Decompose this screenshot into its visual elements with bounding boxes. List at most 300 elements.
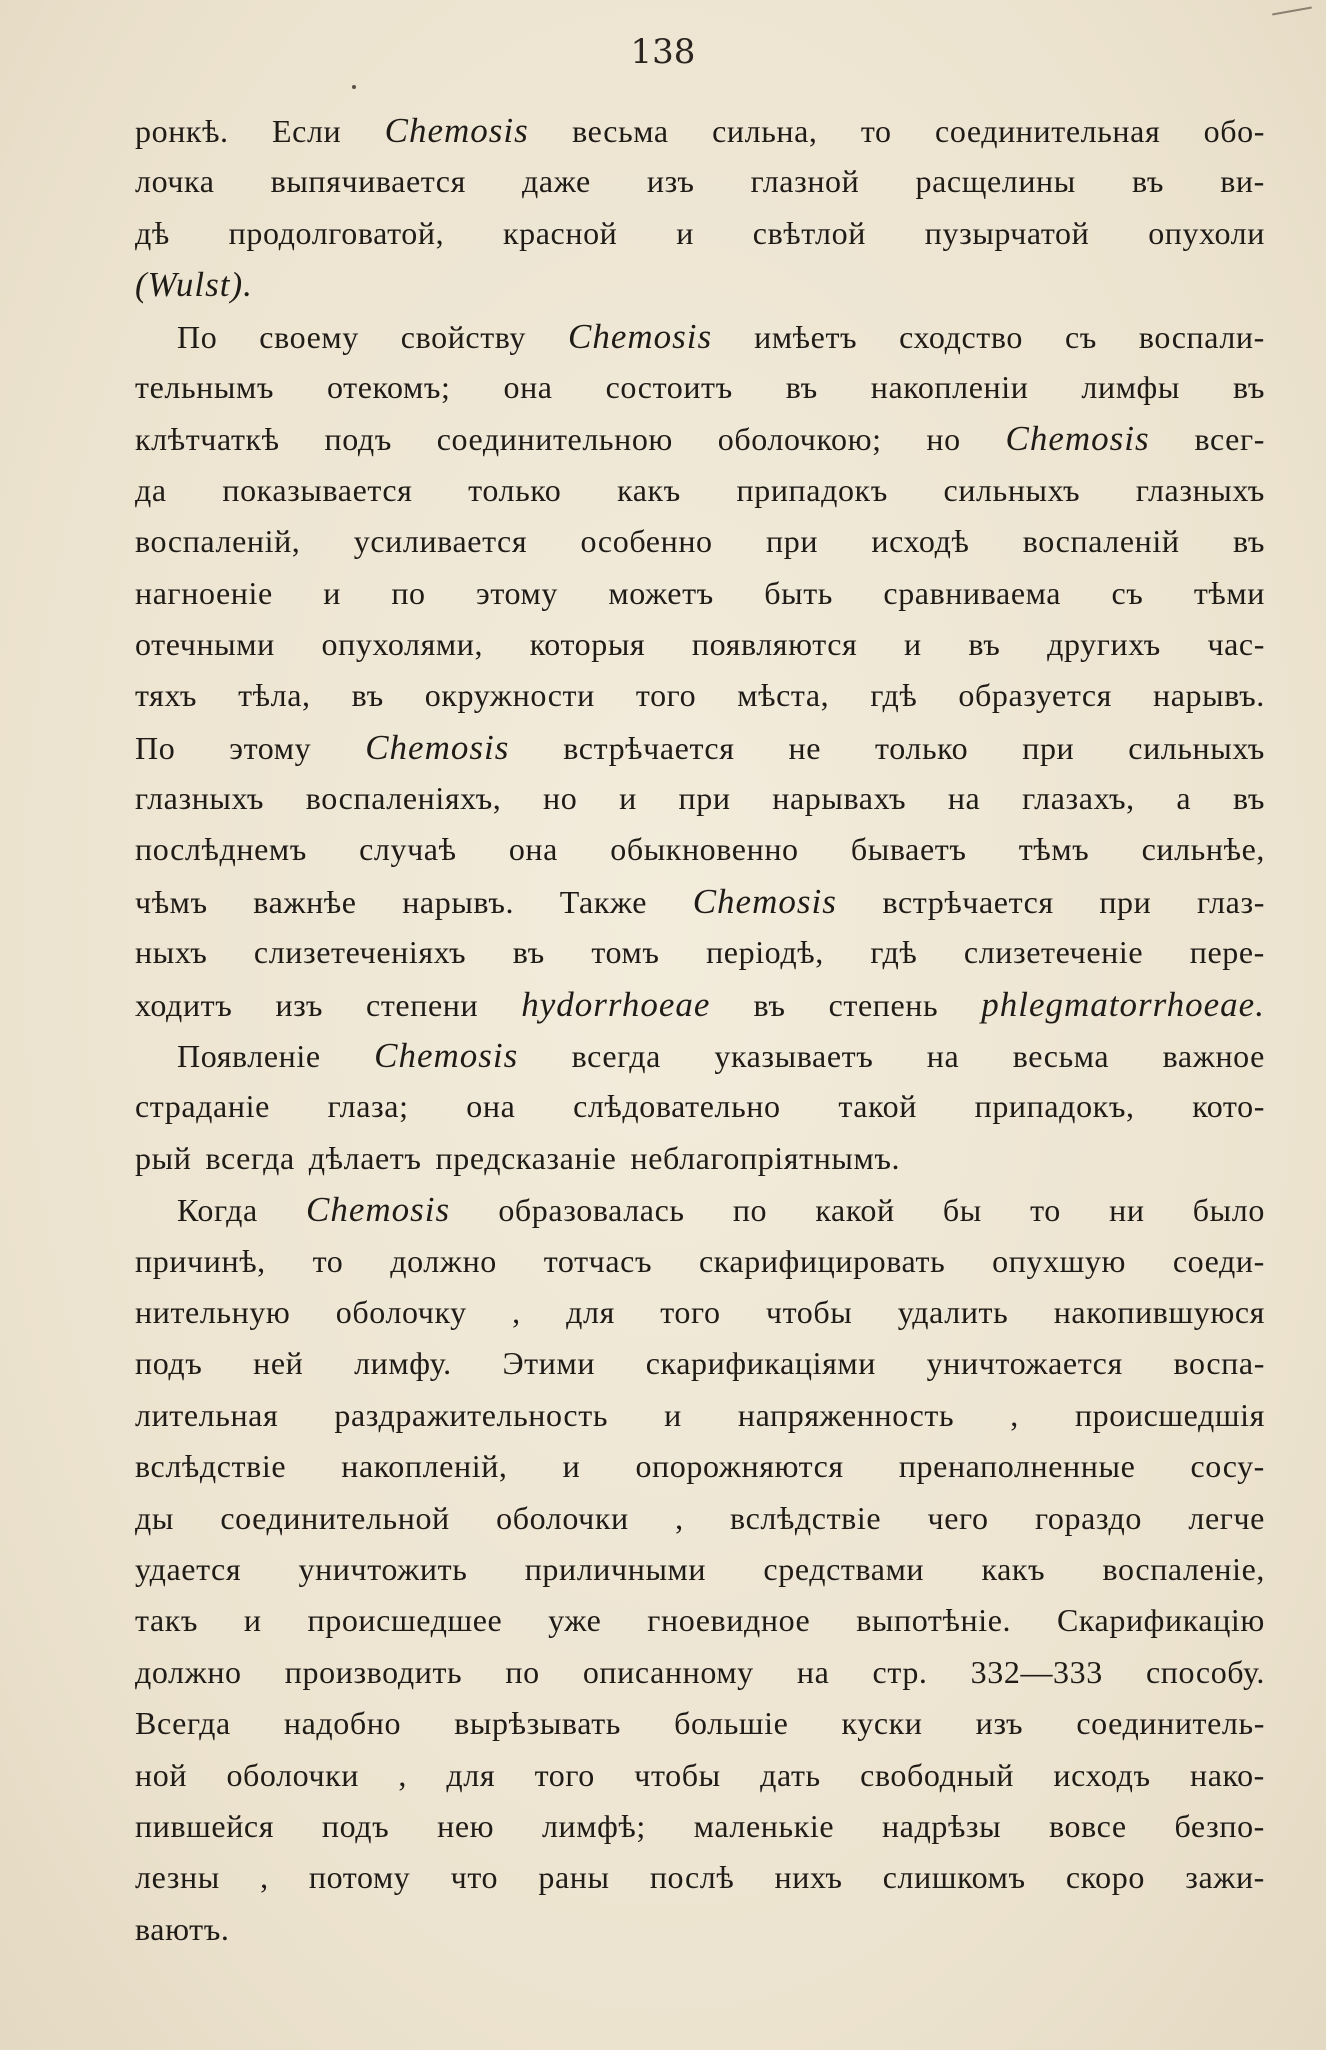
text-line — [135, 1698, 1265, 1749]
word: ни — [1109, 1192, 1145, 1229]
word: при — [678, 780, 731, 817]
word: ной — [135, 1756, 188, 1793]
word: опорожняются — [635, 1448, 844, 1485]
word: глаза; — [327, 1088, 409, 1125]
word: мѣста, — [737, 677, 830, 714]
word: способу. — [1145, 1653, 1265, 1690]
word: лочка — [135, 163, 215, 200]
word: обо- — [1203, 113, 1265, 149]
word: на — [926, 1038, 960, 1075]
word: маленькіе — [693, 1807, 835, 1844]
word: степени — [366, 986, 479, 1023]
word: особенно — [580, 523, 713, 560]
word: весьма — [1012, 1038, 1110, 1075]
text-line — [135, 208, 1265, 259]
text-line — [135, 619, 1265, 670]
text-line — [135, 927, 1265, 978]
word: всегда — [205, 1139, 295, 1176]
word: ваютъ. — [135, 1910, 230, 1947]
word: Chemosis — [305, 1190, 451, 1230]
word: надобно — [283, 1705, 402, 1742]
word: соединитель- — [1076, 1705, 1265, 1742]
word: продолговатой, — [228, 214, 445, 251]
text-line — [135, 1133, 1265, 1184]
word: съ — [1064, 318, 1097, 355]
word: въ — [1132, 163, 1165, 200]
word: оболочку — [335, 1293, 467, 1330]
word: лимфу. — [354, 1345, 452, 1382]
word: образуется — [958, 677, 1112, 714]
word: вовсе — [1049, 1807, 1127, 1844]
word: ронкѣ. — [135, 113, 229, 149]
word: тѣми — [1193, 574, 1265, 611]
ink-dot — [352, 85, 356, 89]
word: воспаленіяхъ, — [305, 780, 502, 817]
word: и — [676, 214, 694, 251]
word: выпячивается — [270, 163, 466, 200]
word: при — [1099, 883, 1152, 920]
word: , — [512, 1293, 521, 1330]
word: лимфѣ; — [541, 1807, 646, 1844]
word: напряженность — [737, 1396, 955, 1433]
word: Chemosis — [365, 727, 510, 767]
word: уже — [548, 1602, 602, 1639]
page-number: 138 — [630, 32, 696, 72]
word: , — [675, 1499, 684, 1536]
word: и — [243, 1602, 262, 1639]
word: томъ — [591, 934, 660, 971]
word: тѣмъ — [1018, 831, 1090, 868]
word: слизетеченіяхъ — [253, 934, 467, 971]
word: сосу- — [1190, 1448, 1265, 1485]
word: глазахъ, — [1022, 780, 1135, 817]
word: періодѣ, — [706, 934, 824, 971]
word: ныхъ — [135, 934, 208, 971]
text-line — [135, 1287, 1265, 1338]
text-line — [135, 824, 1265, 875]
text-line — [135, 670, 1265, 721]
word: только — [468, 471, 562, 508]
word: свѣтлой — [752, 214, 866, 251]
word: соединительной — [220, 1499, 450, 1536]
word: нительную — [135, 1293, 291, 1330]
word: важное — [1162, 1038, 1265, 1075]
word: нею — [437, 1807, 495, 1844]
word: для — [566, 1293, 615, 1330]
word: воспа- — [1173, 1345, 1265, 1382]
word: неблагопріятнымъ. — [630, 1139, 901, 1176]
word: въ — [1232, 523, 1265, 560]
word: воспали- — [1138, 318, 1265, 355]
word: происшедшія — [1074, 1396, 1265, 1433]
word: но — [926, 421, 961, 458]
word: куски — [841, 1705, 923, 1742]
word: , — [1010, 1396, 1019, 1433]
word: уничтожается — [926, 1345, 1123, 1382]
word: тельнымъ — [135, 368, 274, 405]
word: такой — [838, 1088, 917, 1125]
word: но — [543, 780, 578, 817]
word: чѣмъ — [135, 883, 208, 920]
text-line — [135, 1338, 1265, 1389]
word: на — [796, 1653, 830, 1690]
word: отекомъ; — [326, 368, 451, 405]
word: пренаполненные — [898, 1448, 1136, 1485]
word: исходъ — [1053, 1756, 1151, 1793]
word: ды — [135, 1499, 174, 1536]
word: какъ — [617, 471, 681, 508]
word: гноевидное — [647, 1602, 811, 1639]
word: тѣла, — [238, 677, 311, 714]
word: стр. — [872, 1653, 928, 1690]
word: уничтожить — [298, 1550, 468, 1587]
word: въ — [351, 677, 384, 714]
word: описанному — [582, 1653, 754, 1690]
word: нарывахъ — [772, 780, 907, 817]
word: пере- — [1189, 934, 1265, 971]
word: бы — [942, 1192, 982, 1229]
word: воспаленіе, — [1102, 1550, 1265, 1587]
word: не — [788, 729, 822, 766]
word: По — [177, 318, 218, 355]
text-line — [135, 1493, 1265, 1544]
word: въ — [1232, 368, 1265, 405]
word: воспаленій — [1022, 523, 1180, 560]
word: надрѣзы — [881, 1807, 1002, 1844]
word: по — [391, 574, 426, 611]
word: чтобы — [634, 1756, 721, 1793]
word: раны — [538, 1859, 610, 1896]
word: Когда — [177, 1192, 258, 1229]
word: что — [450, 1859, 499, 1896]
word: въ — [753, 986, 786, 1023]
word: того — [635, 677, 697, 714]
word: исходѣ — [871, 523, 970, 560]
word: красной — [503, 214, 618, 251]
word: вслѣдствіе — [135, 1448, 287, 1485]
word: тотчасъ — [543, 1242, 653, 1279]
word: случаѣ — [359, 831, 457, 868]
text-line — [135, 722, 1265, 773]
word: своему — [259, 318, 359, 355]
word: Этими — [502, 1345, 596, 1382]
text-line — [135, 876, 1265, 927]
word: сильна, — [712, 113, 818, 149]
word: и — [323, 574, 341, 611]
word: гдѣ — [870, 934, 918, 971]
word: встрѣчается — [882, 883, 1054, 920]
word: Появленіе — [177, 1038, 321, 1075]
text-line — [135, 1441, 1265, 1492]
word: слизетеченіе — [963, 934, 1144, 971]
word: phlegmatorrhoeae. — [981, 984, 1265, 1024]
word: того — [534, 1756, 595, 1793]
word: подъ — [135, 1345, 203, 1382]
word: свободный — [860, 1756, 1015, 1793]
word: ви- — [1220, 163, 1265, 200]
word: для — [446, 1756, 496, 1793]
text-line — [135, 156, 1265, 207]
word: дѣ — [135, 214, 170, 251]
word: быть — [764, 574, 833, 611]
word: подъ — [321, 1807, 390, 1844]
text-line — [135, 1595, 1265, 1646]
word: большіе — [674, 1705, 789, 1742]
word: скарификаціями — [645, 1345, 876, 1382]
word: легче — [1188, 1499, 1265, 1536]
word: зажи- — [1185, 1859, 1265, 1896]
text-line — [135, 465, 1265, 516]
word: пузырчатой — [924, 214, 1090, 251]
word: усиливается — [353, 523, 528, 560]
word: воспаленій, — [135, 523, 301, 560]
word: безпо- — [1174, 1807, 1265, 1844]
word: опухолями, — [321, 625, 484, 662]
word: какой — [815, 1192, 895, 1229]
word: должно — [390, 1242, 497, 1279]
body-text — [135, 105, 1265, 1955]
word: нагноеніе — [135, 574, 273, 611]
word: приличными — [524, 1550, 707, 1587]
word: вырѣзывать — [454, 1705, 621, 1742]
word: накопленій, — [341, 1448, 508, 1485]
word: Chemosis — [692, 881, 837, 921]
word: Всегда — [135, 1705, 231, 1742]
word: какъ — [981, 1550, 1046, 1587]
word: час- — [1207, 625, 1265, 662]
word: пившейся — [135, 1807, 275, 1844]
text-line — [135, 979, 1265, 1030]
word: можетъ — [608, 574, 714, 611]
word: другихъ — [1047, 625, 1161, 662]
word: ней — [253, 1345, 304, 1382]
word: въ — [512, 934, 545, 971]
text-line — [135, 516, 1265, 567]
word: въ — [785, 368, 818, 405]
word: обыкновенно — [610, 831, 799, 868]
word: Chemosis — [1005, 419, 1150, 459]
word: по — [505, 1653, 540, 1690]
word: слишкомъ — [882, 1859, 1026, 1896]
word: того — [660, 1293, 721, 1330]
word: опухшую — [992, 1242, 1127, 1279]
word: сильнѣе, — [1141, 831, 1265, 868]
corner-mark — [1272, 7, 1312, 16]
word: образовалась — [498, 1192, 685, 1229]
word: опухоли — [1148, 214, 1265, 251]
word: сравниваема — [883, 574, 1062, 611]
word: соединительною — [436, 421, 673, 458]
word: кото- — [1192, 1088, 1265, 1125]
word: имѣетъ — [754, 318, 858, 355]
word: сильныхъ — [1128, 729, 1265, 766]
text-line — [135, 568, 1265, 619]
word: дѣлаетъ — [308, 1139, 422, 1176]
word: весьма — [572, 113, 669, 149]
word: производить — [284, 1653, 463, 1690]
word: окружности — [424, 677, 595, 714]
word: при — [766, 523, 819, 560]
word: причинѣ, — [135, 1242, 266, 1279]
word: накопленіи — [870, 368, 1029, 405]
word: этому — [476, 574, 558, 611]
word: было — [1192, 1192, 1265, 1229]
word: клѣтчаткѣ — [135, 421, 280, 458]
word: происшедшее — [307, 1602, 503, 1639]
word: глазныхъ — [1135, 471, 1265, 508]
word: бываетъ — [850, 831, 967, 868]
word: она — [466, 1088, 516, 1125]
word: потому — [308, 1859, 411, 1896]
word: , — [398, 1756, 408, 1793]
word: оболочки — [496, 1499, 629, 1536]
word: страданіе — [135, 1088, 270, 1125]
word: съ — [1111, 574, 1144, 611]
text-line — [135, 1852, 1265, 1903]
word: только — [875, 729, 969, 766]
word: расщелины — [915, 163, 1076, 200]
word: Скарификацію — [1056, 1602, 1265, 1639]
word: свойству — [400, 318, 527, 355]
word: оболочки — [226, 1756, 360, 1793]
text-line — [135, 1750, 1265, 1801]
word: гдѣ — [870, 677, 918, 714]
word: въ — [1232, 780, 1265, 817]
word: на — [947, 780, 981, 817]
word: нарывъ. — [1153, 677, 1265, 714]
word: то — [1030, 1192, 1061, 1229]
word: да — [135, 471, 167, 508]
word: лительная — [135, 1396, 279, 1433]
text-line — [135, 1390, 1265, 1441]
word: чего — [927, 1499, 989, 1536]
word: изъ — [275, 986, 324, 1023]
text-line — [135, 362, 1265, 413]
text-line — [135, 311, 1265, 362]
word: средствами — [763, 1550, 925, 1587]
word: то — [860, 113, 892, 149]
text-line — [135, 259, 1265, 310]
word: дать — [760, 1756, 821, 1793]
word: должно — [135, 1653, 242, 1690]
word: показывается — [222, 471, 413, 508]
text-line — [135, 773, 1265, 824]
word: По — [135, 729, 176, 766]
word: и — [664, 1396, 682, 1433]
word: припадокъ — [736, 471, 888, 508]
word: нако- — [1190, 1756, 1265, 1793]
word: оболочкою; — [717, 421, 882, 458]
word: скоро — [1065, 1859, 1145, 1896]
word: Также — [559, 883, 648, 920]
text-line — [135, 413, 1265, 464]
word: лимфы — [1081, 368, 1180, 405]
word: а — [1176, 780, 1192, 817]
word: она — [503, 368, 553, 405]
word: отечными — [135, 625, 275, 662]
word: чтобы — [765, 1293, 853, 1330]
word: слѣдовательно — [573, 1088, 781, 1125]
word: удается — [135, 1550, 242, 1587]
word: соединительная — [935, 113, 1161, 149]
word: тяхъ — [135, 677, 198, 714]
word: удалить — [897, 1293, 1009, 1330]
word: которыя — [529, 625, 646, 662]
word: важнѣе — [253, 883, 357, 920]
word: послѣднемъ — [135, 831, 307, 868]
word: глазныхъ — [135, 780, 265, 817]
word: припадокъ, — [974, 1088, 1135, 1125]
word: нарывъ. — [402, 883, 515, 920]
word: hydorrhoeae — [521, 984, 711, 1024]
word: нихъ — [774, 1859, 843, 1896]
word: всег- — [1194, 421, 1265, 458]
word: послѣ — [649, 1859, 735, 1896]
word: сильныхъ — [943, 471, 1081, 508]
word: и — [903, 625, 922, 662]
word: изъ — [646, 163, 695, 200]
text-line — [135, 1030, 1265, 1081]
word: сходство — [899, 318, 1023, 355]
word: появляются — [691, 625, 858, 662]
text-line — [135, 1904, 1265, 1955]
word: состоитъ — [605, 368, 733, 405]
word: степень — [828, 986, 939, 1023]
word: раздражительность — [334, 1396, 609, 1433]
word: всегда — [571, 1038, 661, 1075]
word: въ — [968, 625, 1001, 662]
word: рый — [135, 1139, 192, 1176]
word: глаз- — [1197, 883, 1265, 920]
text-line — [135, 1647, 1265, 1698]
text-line — [135, 1801, 1265, 1852]
word: подъ — [324, 421, 392, 458]
word: глазной — [750, 163, 860, 200]
word: Если — [272, 113, 342, 149]
word: 332—333 — [970, 1653, 1103, 1690]
word: по — [732, 1192, 768, 1229]
text-line — [135, 1544, 1265, 1595]
word: даже — [522, 163, 591, 200]
word: такъ — [135, 1602, 199, 1639]
word: и — [562, 1448, 581, 1485]
word: ходитъ — [135, 986, 233, 1023]
text-line — [135, 1236, 1265, 1287]
word: (Wulst). — [135, 265, 253, 305]
word: гораздо — [1034, 1499, 1143, 1536]
word: вслѣдствіе — [730, 1499, 882, 1536]
word: встрѣчается — [563, 729, 735, 766]
word: изъ — [975, 1705, 1024, 1742]
word: она — [508, 831, 558, 868]
word: накопившуюся — [1053, 1293, 1265, 1330]
word: и — [619, 780, 637, 817]
text-line — [135, 1081, 1265, 1132]
word: то — [312, 1242, 344, 1279]
word: лезны — [135, 1859, 220, 1896]
text-line — [135, 105, 1265, 156]
word: Chemosis — [374, 1036, 519, 1076]
word: указываетъ — [714, 1038, 874, 1075]
word: соеди- — [1172, 1242, 1265, 1279]
word: предсказаніе — [435, 1139, 617, 1176]
word: при — [1022, 729, 1075, 766]
word: этому — [229, 729, 312, 766]
word: скарифицировать — [698, 1242, 946, 1279]
word: , — [260, 1859, 269, 1896]
word: Chemosis — [384, 111, 529, 150]
word: выпотѣніе. — [856, 1602, 1012, 1639]
